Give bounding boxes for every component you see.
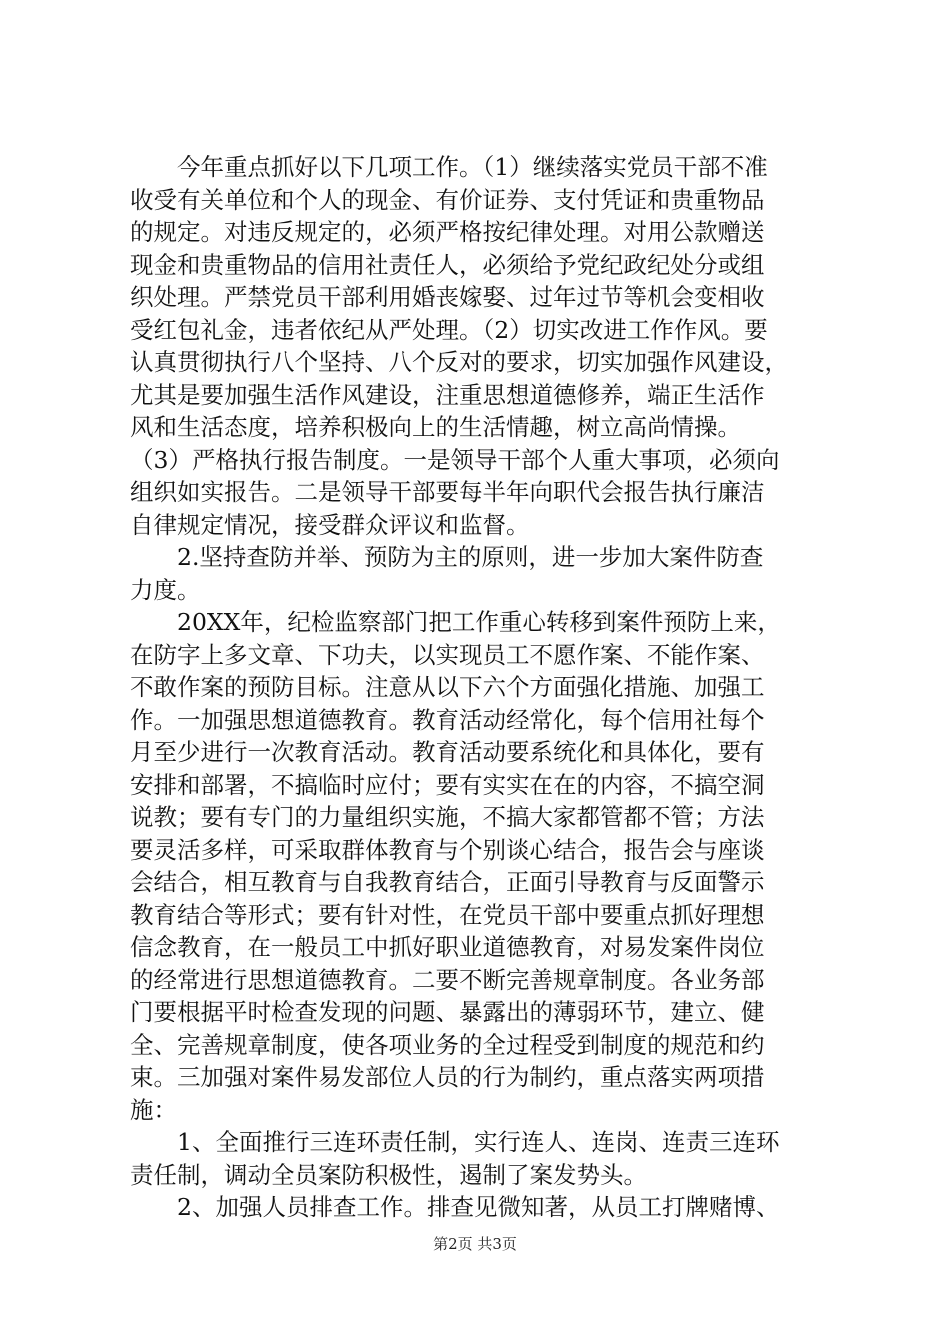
text-line: 尤其是要加强生活作风建设，注重思想道德修养，端正生活作 (130, 380, 765, 409)
text-line: 2.坚持查防并举、预防为主的原则，进一步加大案件防查 (130, 543, 764, 571)
text-line: 月至少进行一次教育活动。教育活动要系统化和具体化，要有 (130, 738, 765, 766)
text-line: 信念教育，在一般员工中抓好职业道德教育，对易发案件岗位 (130, 933, 765, 961)
text-line: 不敢作案的预防目标。注意从以下六个方面强化措施、加强工 (130, 673, 765, 701)
text-line: 说教；要有专门的力量组织实施，不搞大家都管都不管；方法 (130, 803, 765, 831)
text-line: （3）严格执行报告制度。一是领导干部个人重大事项，必须向 (130, 445, 780, 474)
text-line: 现金和贵重物品的信用社责任人，必须给予党纪政纪处分或组 (130, 250, 765, 279)
text-line: 作。一加强思想道德教育。教育活动经常化，每个信用社每个 (130, 705, 765, 734)
text-line: 的经常进行思想道德教育。二要不断完善规章制度。各业务部 (130, 965, 765, 994)
text-line: 受红包礼金，违者依纪从严处理。（2）切实改进工作作风。要 (130, 315, 768, 344)
text-line: 门要根据平时检查发现的问题、暴露出的薄弱环节，建立、健 (130, 998, 765, 1026)
text-line: 在防字上多文章、下功夫，以实现员工不愿作案、不能作案、 (130, 640, 765, 669)
text-line: 全、完善规章制度，使各项业务的全过程受到制度的规范和约 (130, 1030, 765, 1059)
page-number-footer: 第2页 共3页 (433, 1235, 517, 1253)
text-line: 组织如实报告。二是领导干部要每半年向职代会报告执行廉洁 (130, 478, 765, 506)
text-line: 风和生活态度，培养积极向上的生活情趣，树立高尚情操。 (130, 413, 741, 441)
text-line: 力度。 (130, 575, 201, 604)
text-line: 束。三加强对案件易发部位人员的行为制约，重点落实两项措 (130, 1063, 765, 1091)
text-line: 施： (130, 1095, 177, 1124)
text-line: 责任制，调动全员案防积极性，遏制了案发势头。 (130, 1160, 647, 1189)
text-line: 2、加强人员排查工作。排查见微知著，从员工打牌赌博、 (130, 1193, 780, 1221)
text-line: 自律规定情况，接受群众评议和监督。 (130, 510, 530, 539)
document-body (130, 151, 830, 1224)
text-line: 今年重点抓好以下几项工作。（1）继续落实党员干部不准 (130, 153, 768, 181)
text-line: 安排和部署，不搞临时应付；要有实实在在的内容，不搞空洞 (130, 770, 765, 799)
text-line: 要灵活多样，可采取群体教育与个别谈心结合，报告会与座谈 (130, 835, 765, 864)
text-line: 会结合，相互教育与自我教育结合，正面引导教育与反面警示 (130, 868, 765, 896)
text-line: 收受有关单位和个人的现金、有价证券、支付凭证和贵重物品 (130, 185, 765, 214)
text-line: 织处理。严禁党员干部利用婚丧嫁娶、过年过节等机会变相收 (130, 283, 765, 311)
text-line: 教育结合等形式；要有针对性，在党员干部中要重点抓好理想 (130, 900, 765, 929)
text-line: 20XX年，纪检监察部门把工作重心转移到案件预防上来， (130, 608, 781, 636)
text-line: 的规定。对违反规定的，必须严格按纪律处理。对用公款赠送 (130, 218, 765, 246)
text-line: 1、全面推行三连环责任制，实行连人、连岗、连责三连环 (130, 1128, 780, 1156)
text-line: 认真贯彻执行八个坚持、八个反对的要求，切实加强作风建设， (130, 348, 788, 376)
